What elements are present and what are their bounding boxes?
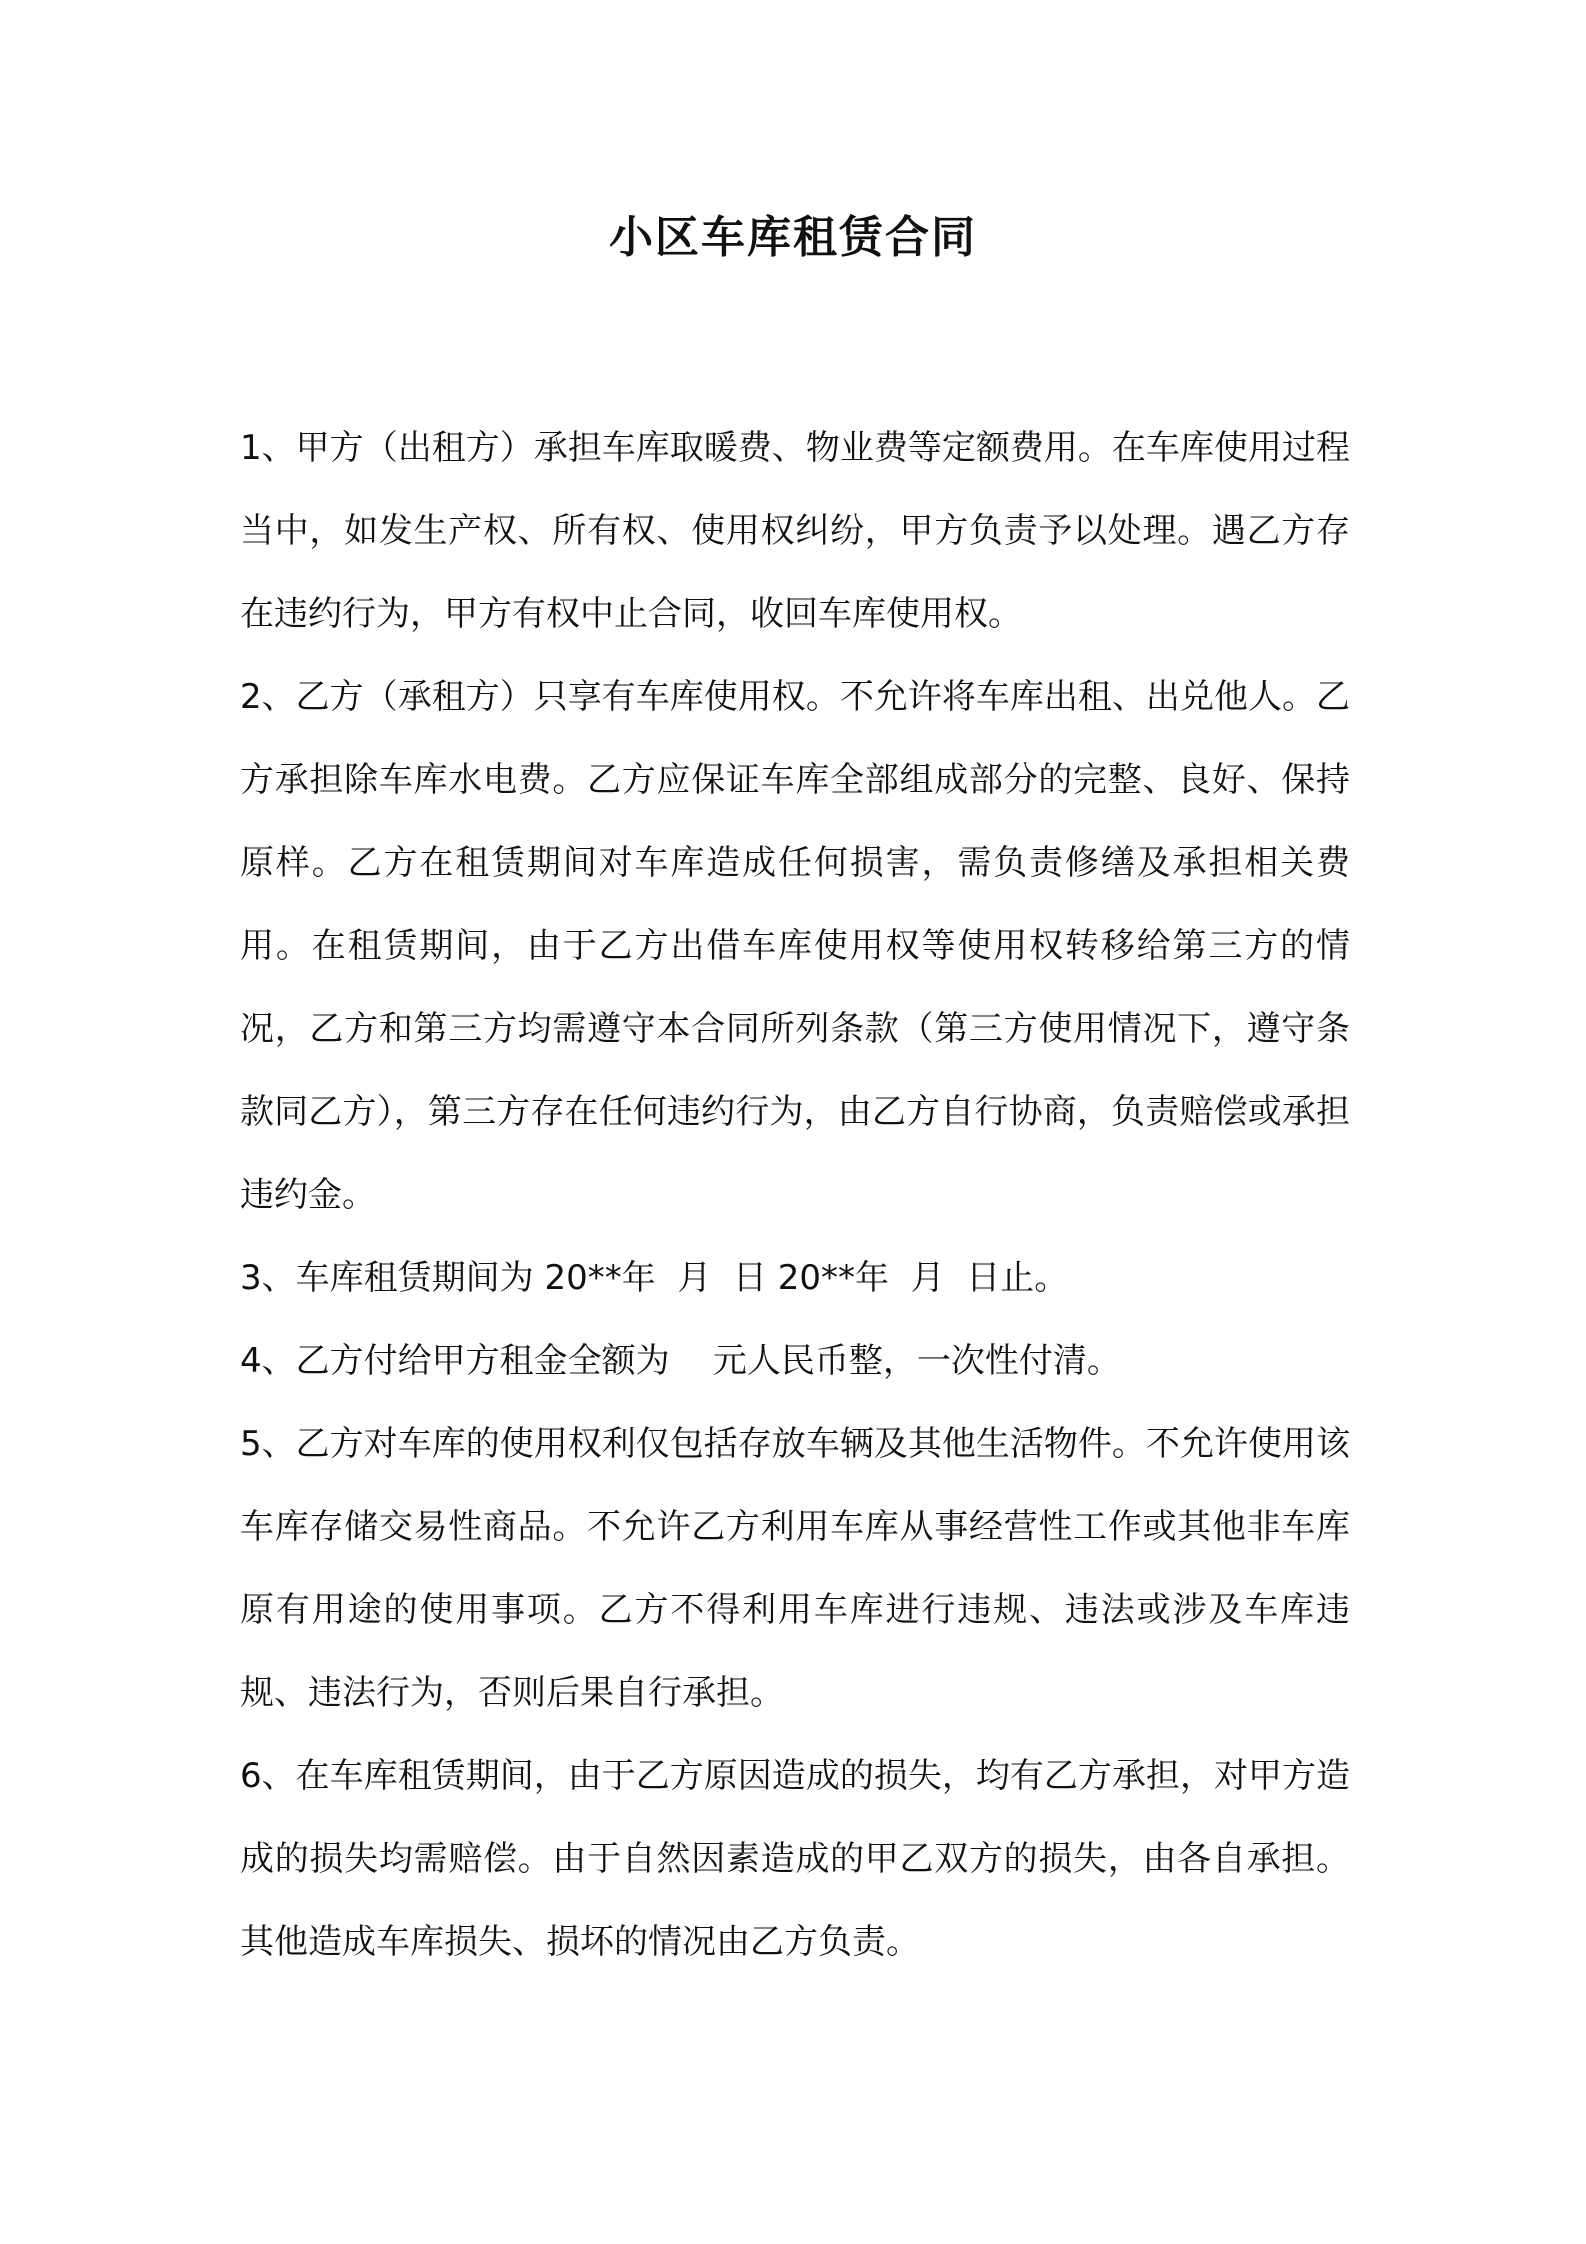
document-title: 小区车库租赁合同 bbox=[609, 212, 977, 263]
clause-5: 5、乙方对车库的使用权利仅包括存放车辆及其他生活物件。不允许使用该车库存储交易性商品。不允许乙方利用车库从事经营性工作或其他非车库原有用途的使用事项。乙方不得利用车库进行违规、违法或涉及车库违规、违法行为，否则后果自行承担。 bbox=[240, 1424, 1350, 1713]
clause-6: 6、在车库租赁期间，由于乙方原因造成的损失，均有乙方承担，对甲方造成的损失均需赔偿。由于自然因素造成的甲乙双方的损失，由各自承担。其他造成车库损失、损坏的情况由乙方负责。 bbox=[240, 1756, 1350, 1962]
clause-4: 4、乙方付给甲方租金全额为 元人民币整，一次性付清。 bbox=[240, 1341, 1121, 1381]
document-body bbox=[240, 407, 1350, 1984]
clause-1: 1、甲方（出租方）承担车库取暖费、物业费等定额费用。在车库使用过程当中，如发生产权、所有权、使用权纠纷，甲方负责予以处理。遇乙方存在违约行为，甲方有权中止合同，收回车库使用权。 bbox=[240, 428, 1350, 634]
clause-3: 3、车库租赁期间为 20**年 月 日 20**年 月 日止。 bbox=[240, 1258, 1069, 1298]
clause-2: 2、乙方（承租方）只享有车库使用权。不允许将车库出租、出兑他人。乙方承担除车库水电费。乙方应保证车库全部组成部分的完整、良好、保持原样。乙方在租赁期间对车库造成任何损害，需负责修缮及承担相关费用。在租赁期间，由于乙方出借车库使用权等使用权转移给第三方的情况，乙方和第三方均需遵守本合同所列条款（第三方使用情况下，遵守条款同乙方），第三方存在任何违约行为，由乙方自行协商，负责赔偿或承担违约金。 bbox=[240, 677, 1350, 1215]
